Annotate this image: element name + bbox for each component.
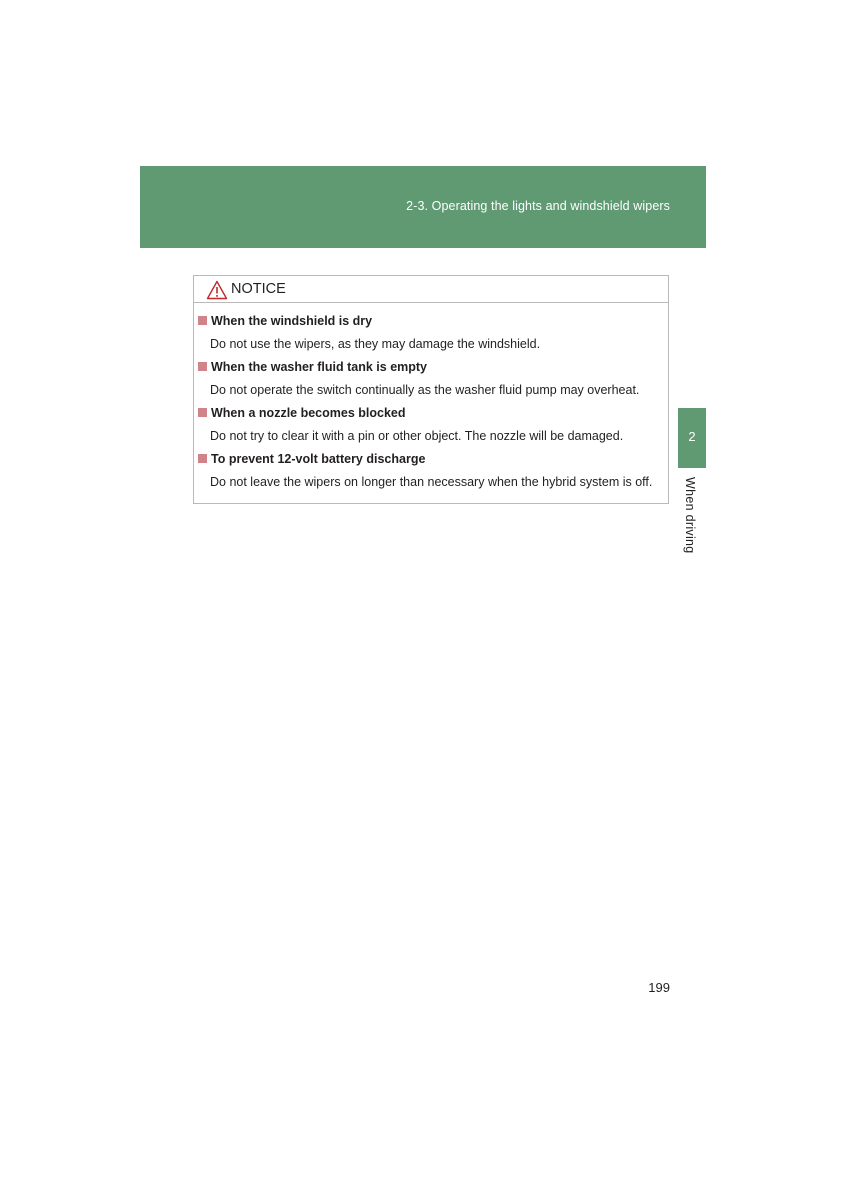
bullet-square-icon: [198, 362, 207, 371]
notice-box: [193, 275, 669, 504]
chapter-tab: [678, 408, 706, 468]
item-heading-text: When the washer fluid tank is empty: [211, 360, 428, 374]
item-heading-text: To prevent 12-volt battery discharge: [211, 452, 426, 466]
item-heading: [198, 405, 660, 428]
item-text: Do not leave the wipers on longer than necessary when the hybrid system is off.: [210, 475, 653, 489]
item-heading: [198, 313, 660, 336]
notice-header: [194, 276, 668, 303]
item-heading: [198, 359, 660, 382]
bullet-square-icon: [198, 454, 207, 463]
chapter-number: 2: [688, 429, 696, 444]
bullet-square-icon: [198, 408, 207, 417]
bullet-square-icon: [198, 316, 207, 325]
item-text: Do not use the wipers, as they may damage the windshield.: [210, 337, 541, 351]
item-heading: [198, 451, 660, 474]
chapter-label: When driving: [683, 477, 697, 554]
header-band: [140, 166, 706, 248]
warning-triangle-icon: [206, 280, 228, 300]
notice-title: NOTICE: [231, 281, 286, 297]
item-heading-text: When the windshield is dry: [211, 314, 373, 328]
page-number: 199: [648, 980, 670, 995]
notice-body: [198, 313, 660, 497]
item-text: Do not try to clear it with a pin or other object. The nozzle will be damaged.: [210, 429, 624, 443]
section-title: 2-3. Operating the lights and windshield wipers: [406, 199, 670, 213]
item-heading-text: When a nozzle becomes blocked: [211, 406, 406, 420]
item-text: Do not operate the switch continually as the washer fluid pump may overheat.: [210, 383, 640, 397]
